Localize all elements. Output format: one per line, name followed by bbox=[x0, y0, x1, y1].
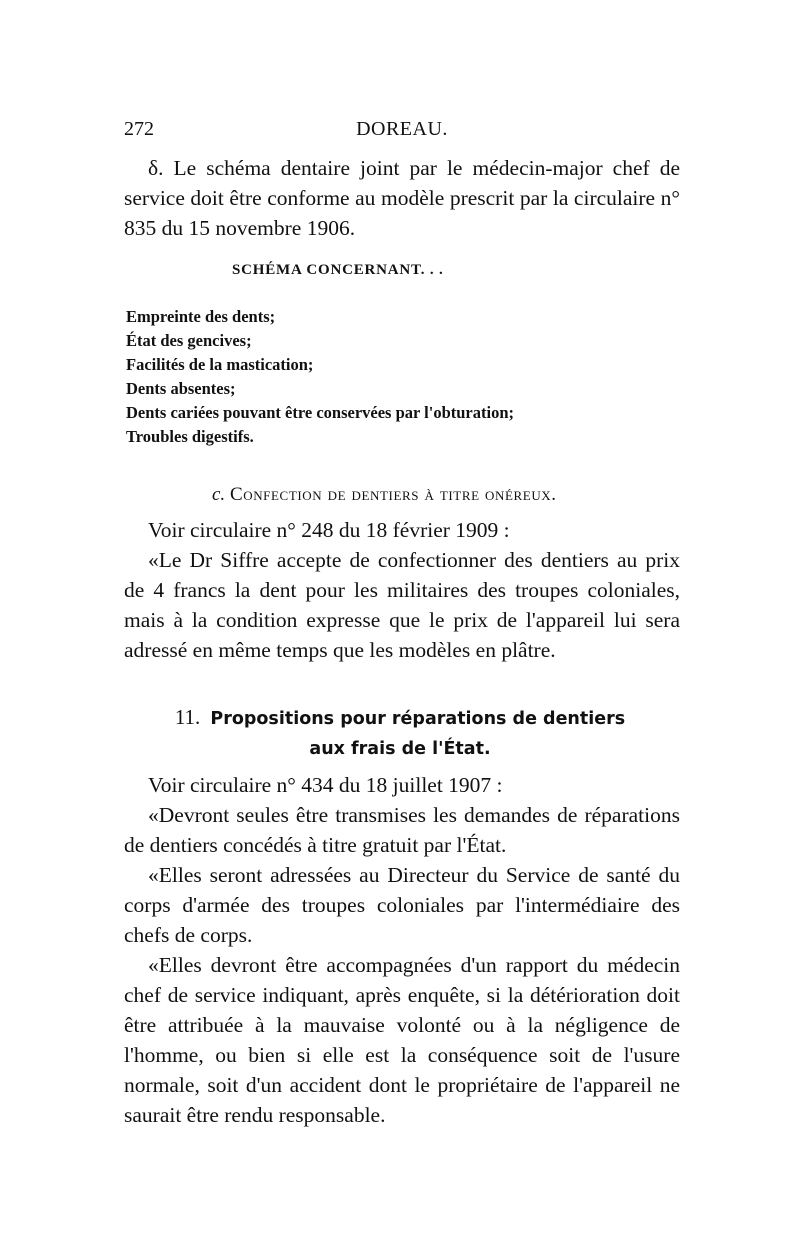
schema-item: Dents absentes; bbox=[126, 379, 236, 398]
section-d bbox=[124, 153, 680, 243]
section-11-paragraph: Voir circulaire n° 434 du 18 juillet 1907 : bbox=[148, 773, 503, 797]
section-11-title-line1: Propositions pour réparations de dentiers bbox=[210, 709, 626, 729]
page-number: 272 bbox=[124, 118, 154, 140]
section-c-heading bbox=[212, 484, 557, 506]
section-11-paragraph: «Elles seront adressées au Directeur du Service de santé du corps d'armée des troupes coloniales par l'intermédiaire des chefs de corps. bbox=[124, 863, 680, 947]
section-11-title-line2: aux frais de l'État. bbox=[309, 739, 491, 759]
section-c-body bbox=[124, 515, 680, 665]
section-11-body bbox=[124, 770, 680, 1130]
page-header bbox=[124, 118, 680, 148]
section-11-paragraph: «Devront seules être transmises les demandes de réparations de dentiers concédés à titre gratuit par l'État. bbox=[124, 803, 680, 857]
section-c-paragraph: «Le Dr Siffre accepte de confectionner des dentiers au prix de 4 francs la dent pour les militaires des troupes coloniales, mais à la condition expresse que le prix de l'appareil lui sera adressé en même temps que les modèles en plâtre. bbox=[124, 548, 680, 662]
schema-title: SCHÉMA CONCERNANT. . . bbox=[232, 262, 444, 278]
section-11-number: 11. bbox=[174, 705, 201, 729]
section-c-paragraph: Voir circulaire n° 248 du 18 février 1909 : bbox=[148, 518, 510, 542]
running-head: DOREAU. bbox=[356, 118, 448, 140]
section-d-paragraph: δ. Le schéma dentaire joint par le médecin-major chef de service doit être conforme au modèle prescrit par la circulaire n° 835 du 15 novembre 1906. bbox=[124, 156, 680, 240]
schema-list bbox=[126, 305, 514, 449]
schema-item: Troubles digestifs. bbox=[126, 427, 254, 446]
section-11-heading bbox=[0, 702, 800, 764]
section-11-paragraph: «Elles devront être accompagnées d'un rapport du médecin chef de service indiquant, après enquête, si la détérioration doit être attribuée à la mauvaise volonté ou à la négligence de l'homme, ou bien si elle est la conséquence soit de l'usure normale, soit d'un accident dont le propriétaire de l'appareil ne saurait être rendu responsable. bbox=[124, 953, 680, 1127]
schema-item: État des gencives; bbox=[126, 331, 252, 350]
schema-item: Dents cariées pouvant être conservées par l'obturation; bbox=[126, 403, 514, 422]
schema-item: Empreinte des dents; bbox=[126, 307, 276, 326]
section-c-title: Confection de dentiers à titre onéreux. bbox=[229, 484, 557, 505]
schema-item: Facilités de la mastication; bbox=[126, 355, 314, 374]
section-c-letter: c. bbox=[212, 484, 226, 505]
